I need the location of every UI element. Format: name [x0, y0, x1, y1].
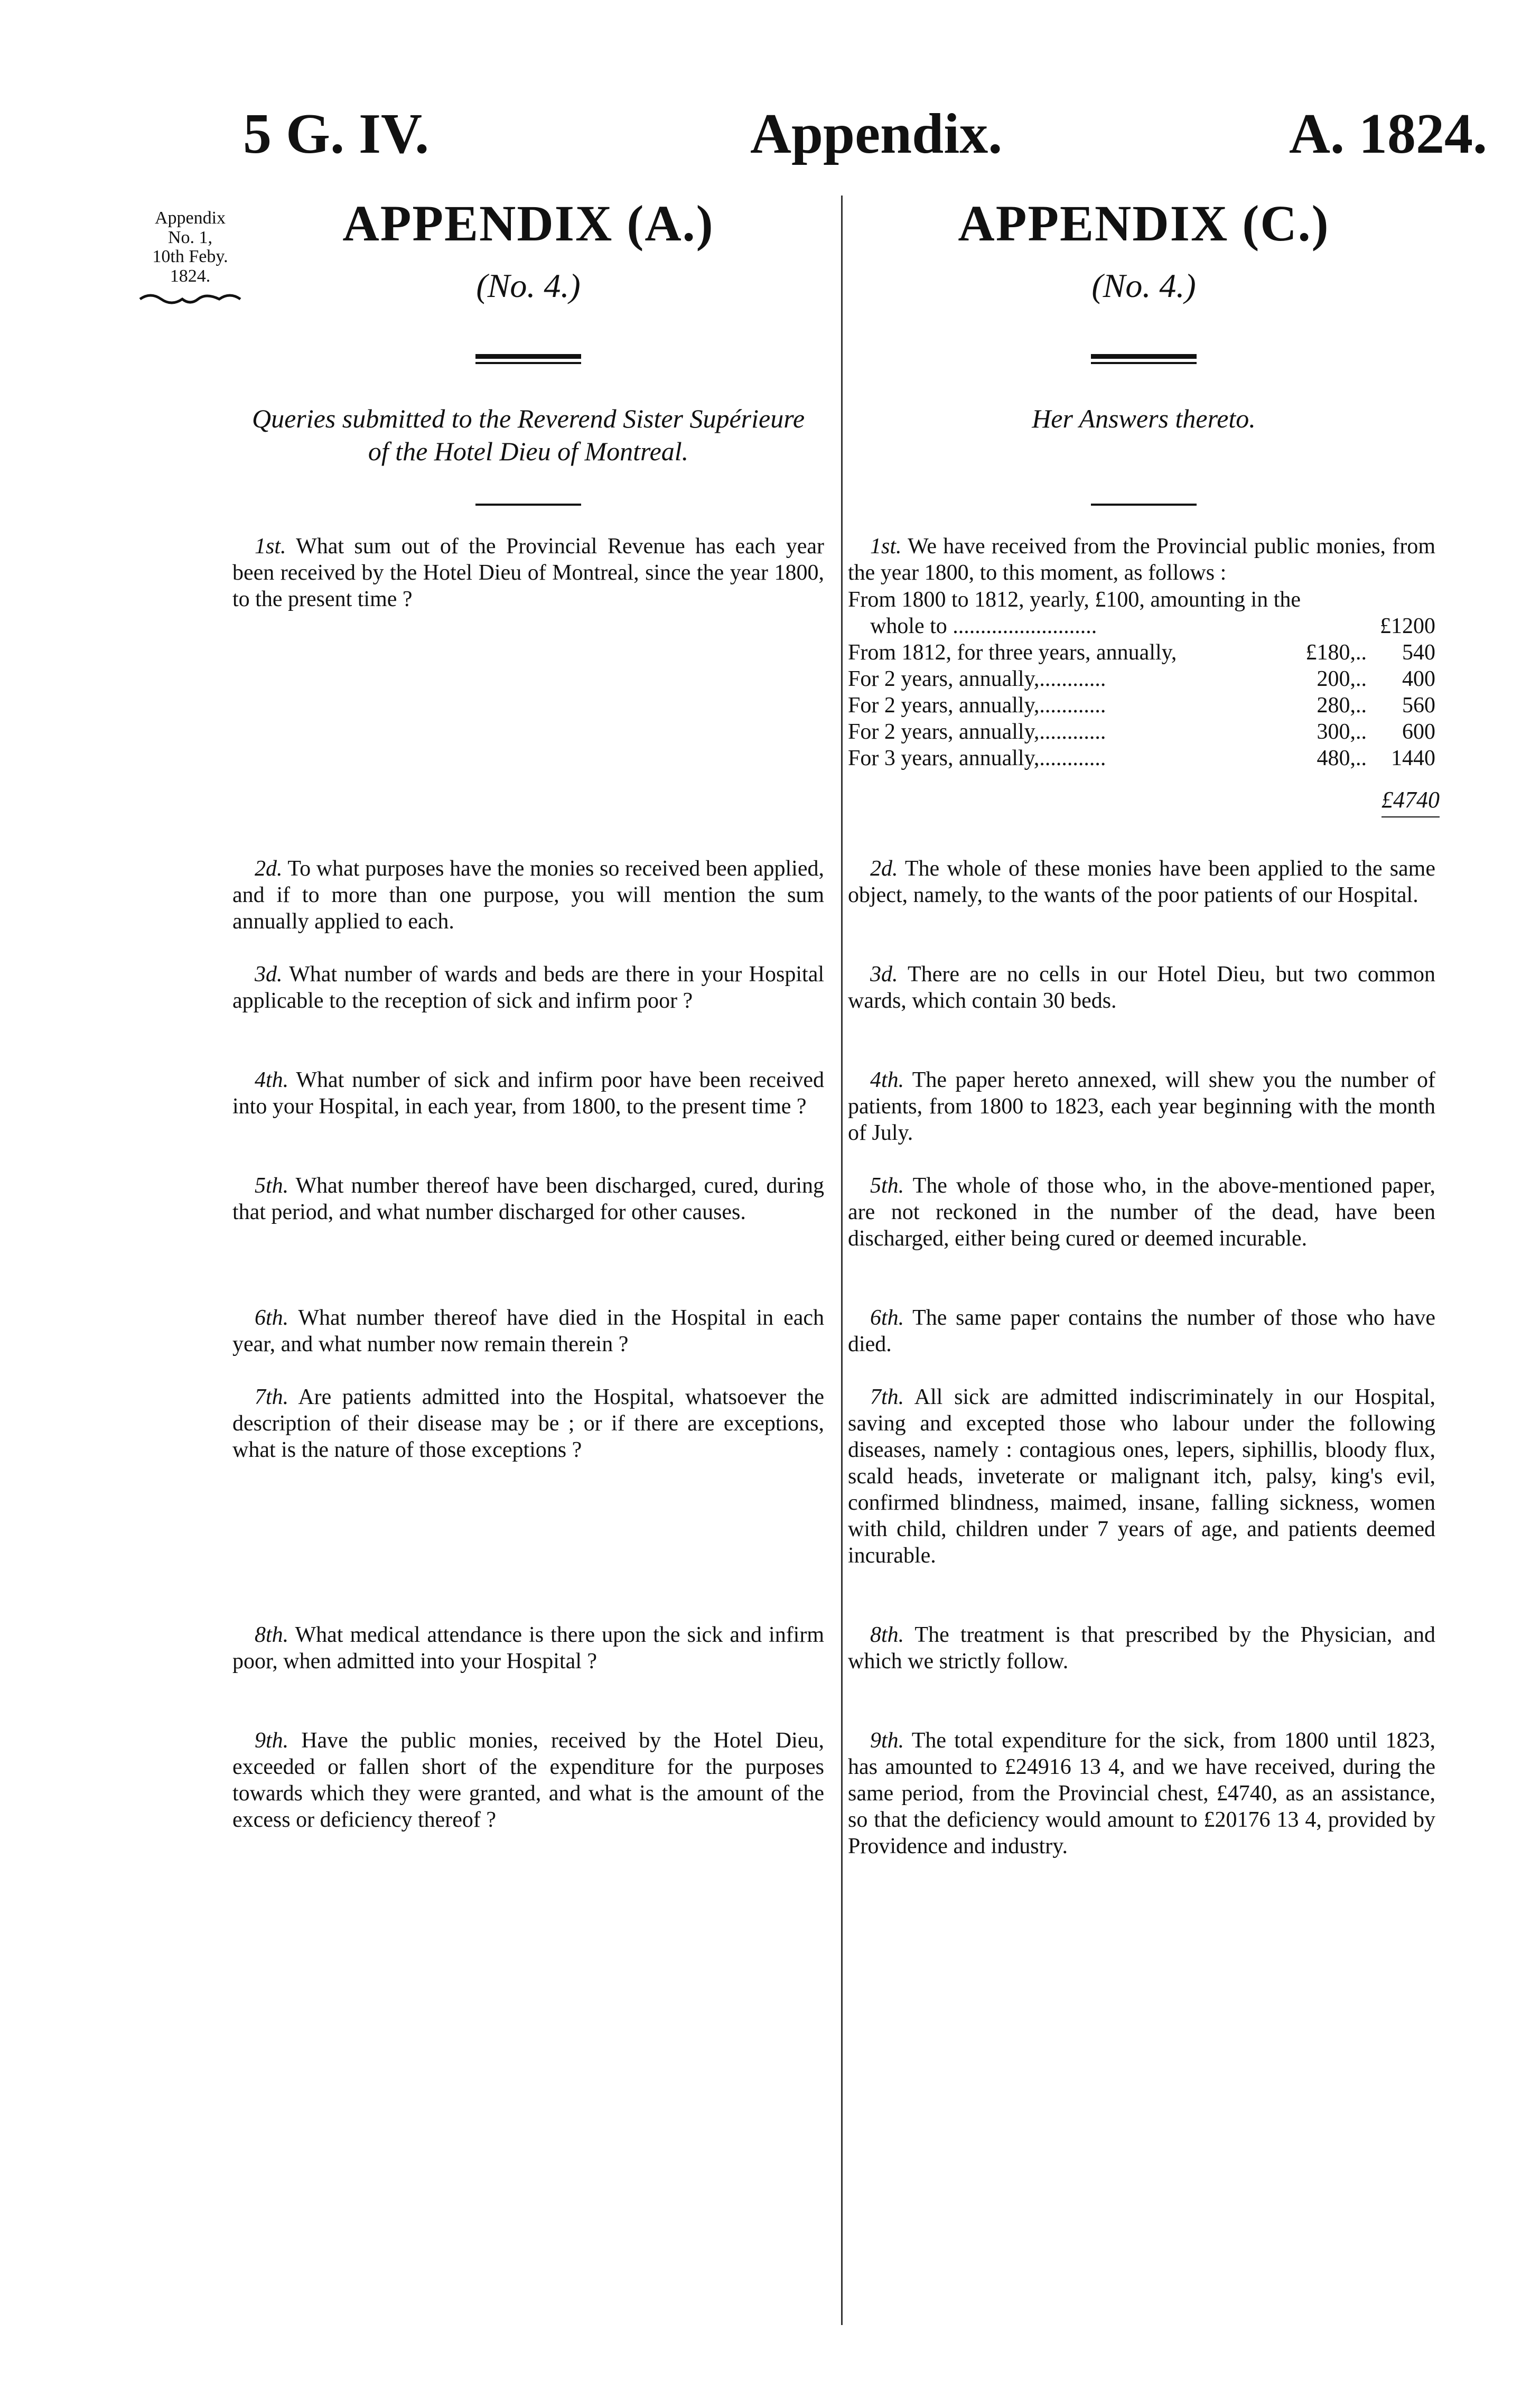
margin-note-line: Appendix: [154, 208, 226, 228]
query-number: 7th.: [255, 1385, 289, 1409]
answer-entry: [848, 1173, 1435, 1252]
answer-entry: [848, 1067, 1435, 1147]
query-number: 8th.: [255, 1623, 289, 1647]
running-head-title: Appendix.: [750, 103, 1003, 165]
table-row: [848, 640, 1435, 666]
query-text: What number thereof have been discharged, cured, during that period, and what number discharged for other causes.: [232, 1174, 824, 1224]
total-underline: [1381, 816, 1440, 817]
double-rule: [475, 354, 581, 364]
table-cell: For 3 years, annually,............: [848, 746, 1106, 770]
query-text: What sum out of the Provincial Revenue has each year been received by the Hotel Dieu of Montreal, since the year 1800, to the present time ?: [232, 534, 825, 611]
running-head-year: A. 1824.: [1289, 103, 1487, 165]
margin-note-line: 1824.: [170, 266, 211, 286]
answer-number: 2d.: [870, 857, 898, 881]
appendix-a-title: APPENDIX (A.): [342, 195, 714, 252]
query-entry: [232, 1305, 824, 1358]
table-row: [848, 613, 1435, 640]
query-number: 1st.: [255, 534, 286, 559]
query-entry: [232, 1728, 824, 1834]
appendix-c-number: (No. 4.): [1091, 266, 1196, 304]
table-cell: 300,..: [1317, 719, 1367, 744]
running-head-session: 5 G. IV.: [243, 103, 430, 165]
column-divider: [841, 196, 843, 2325]
query-number: 4th.: [255, 1068, 289, 1092]
margin-note-line: No. 1,: [167, 227, 213, 247]
query-number: 3d.: [255, 962, 283, 987]
query-text: What number of sick and infirm poor have been received into your Hospital, in each year, from 1800, to the present time ?: [232, 1068, 824, 1119]
table-cell: 400: [1402, 666, 1435, 691]
answer-entry: [848, 962, 1435, 1015]
query-entry: [232, 1173, 824, 1226]
table-cell: 600: [1402, 719, 1435, 744]
answer-text: There are no cells in our Hotel Dieu, but two common wards, which contain 30 beds.: [848, 962, 1435, 1013]
answer-number: 5th.: [870, 1174, 904, 1198]
query-entry: [232, 962, 824, 1015]
query-text: What number of wards and beds are there in your Hospital applicable to the reception of sick and infirm poor ?: [232, 962, 825, 1013]
answers-caption: [848, 402, 1440, 471]
grants-table: [848, 587, 1435, 772]
table-row: [848, 587, 1435, 613]
section-rule: [475, 504, 581, 506]
grants-total: £4740: [1381, 787, 1440, 813]
answer-number: 8th.: [870, 1623, 904, 1647]
section-rule: [1091, 504, 1197, 506]
table-cell: From 1812, for three years, annually,: [848, 640, 1177, 665]
answer-entry: [848, 534, 1435, 587]
answer-text: We have received from the Provincial public monies, from the year 1800, to this moment, as follows :: [848, 534, 1435, 585]
answer-entry: [848, 856, 1435, 909]
answer-text: All sick are admitted indiscriminately in our Hospital, saving and excepted those who labour under the following diseases, namely : contagious ones, lepers, siphillis, bloody flux, scald heads, inveterate or malignant itch, palsy, king's evil, confirmed blindness, maimed, insane, falling sickness, women with child, children under 7 years of age, and patients deemed incurable.: [848, 1385, 1435, 1568]
table-cell: £1200: [1380, 613, 1435, 638]
answer-entry: [848, 1305, 1435, 1358]
answer-entry: [848, 1384, 1435, 1569]
margin-note-line: 10th Feby.: [152, 247, 228, 267]
answer-number: 1st.: [870, 534, 902, 559]
double-rule: [1091, 354, 1197, 364]
appendix-c-title: APPENDIX (C.): [958, 195, 1330, 252]
answers-column: [848, 195, 1440, 1858]
answer-number: 7th.: [870, 1385, 904, 1409]
query-entry: [232, 1384, 824, 1464]
query-entry: [232, 1067, 824, 1120]
caption-line: Her Answers thereto.: [1032, 403, 1256, 433]
answer-text: The total expenditure for the sick, from 1800 until 1823, has amounted to £24916 13 4, and we have received, during the same period, from the Provincial chest, £4740, as an assistance, so that the deficiency would amount to £20176 13 4, provided by Providence and industry.: [848, 1728, 1436, 1858]
table-cell: From 1800 to 1812, yearly, £100, amounting in the: [848, 588, 1301, 612]
table-cell: 200,..: [1317, 666, 1367, 691]
table-row: [848, 666, 1435, 693]
table-row: [848, 719, 1435, 746]
caption-line: of the Hotel Dieu of Montreal.: [368, 436, 689, 467]
table-cell: 480,..: [1317, 746, 1367, 770]
answer-number: 6th.: [870, 1306, 904, 1330]
query-text: Have the public monies, received by the Hotel Dieu, exceeded or fallen short of the expenditure for the purposes towards which they were granted, and what is the amount of the excess or deficiency thereof ?: [232, 1728, 824, 1832]
queries-column: [227, 195, 829, 1832]
query-text: Are patients admitted into the Hospital, whatsoever the description of their disease may be ; or if there are exceptions, what is the nature of those exceptions ?: [232, 1385, 825, 1462]
query-entry: [232, 534, 824, 613]
query-entry: [232, 856, 824, 935]
query-number: 5th.: [255, 1174, 289, 1198]
table-cell: For 2 years, annually,............: [848, 719, 1106, 744]
answer-text: The paper hereto annexed, will shew you the number of patients, from 1800 to 1823, each year beginning with the month of July.: [848, 1068, 1435, 1145]
answer-text: The same paper contains the number of those who have died.: [848, 1306, 1435, 1356]
query-number: 9th.: [255, 1728, 289, 1753]
query-text: What number thereof have died in the Hospital in each year, and what number now remain therein ?: [232, 1306, 824, 1356]
query-entry: [232, 1622, 824, 1675]
caption-line: Queries submitted to the Reverend Sister Supérieure: [251, 403, 805, 433]
table-row: [848, 746, 1435, 772]
answer-entry: [848, 1728, 1435, 1860]
query-number: 2d.: [255, 857, 283, 881]
appendix-a-number: (No. 4.): [476, 266, 581, 304]
answer-number: 4th.: [870, 1068, 904, 1092]
query-text: What medical attendance is there upon the sick and infirm poor, when admitted into your Hospital ?: [232, 1623, 825, 1673]
answer-number: 3d.: [870, 962, 898, 987]
table-cell: whole to ..........................: [870, 613, 1097, 638]
answer-text: The whole of those who, in the above-mentioned paper, are not reckoned in the number of the dead, have been discharged, either being cured or deemed incurable.: [848, 1174, 1435, 1251]
answer-text: The whole of these monies have been applied to the same object, namely, to the wants of the poor patients of our Hospital.: [848, 857, 1435, 907]
table-cell: 540: [1402, 640, 1435, 665]
table-cell: 1440: [1391, 746, 1435, 770]
answer-number: 9th.: [870, 1728, 904, 1753]
table-cell: £180,..: [1305, 640, 1367, 665]
table-cell: 560: [1402, 693, 1435, 718]
table-row: [848, 693, 1435, 719]
query-number: 6th.: [255, 1306, 289, 1330]
table-cell: For 2 years, annually,............: [848, 666, 1106, 691]
queries-caption: [227, 402, 829, 471]
table-cell: For 2 years, annually,............: [848, 693, 1106, 718]
table-cell: 280,..: [1317, 693, 1367, 718]
answer-text: The treatment is that prescribed by the Physician, and which we strictly follow.: [848, 1623, 1435, 1673]
answer-entry: [848, 1622, 1435, 1675]
query-text: To what purposes have the monies so received been applied, and if to more than one purpose, you will mention the sum annually applied to each.: [232, 857, 824, 934]
